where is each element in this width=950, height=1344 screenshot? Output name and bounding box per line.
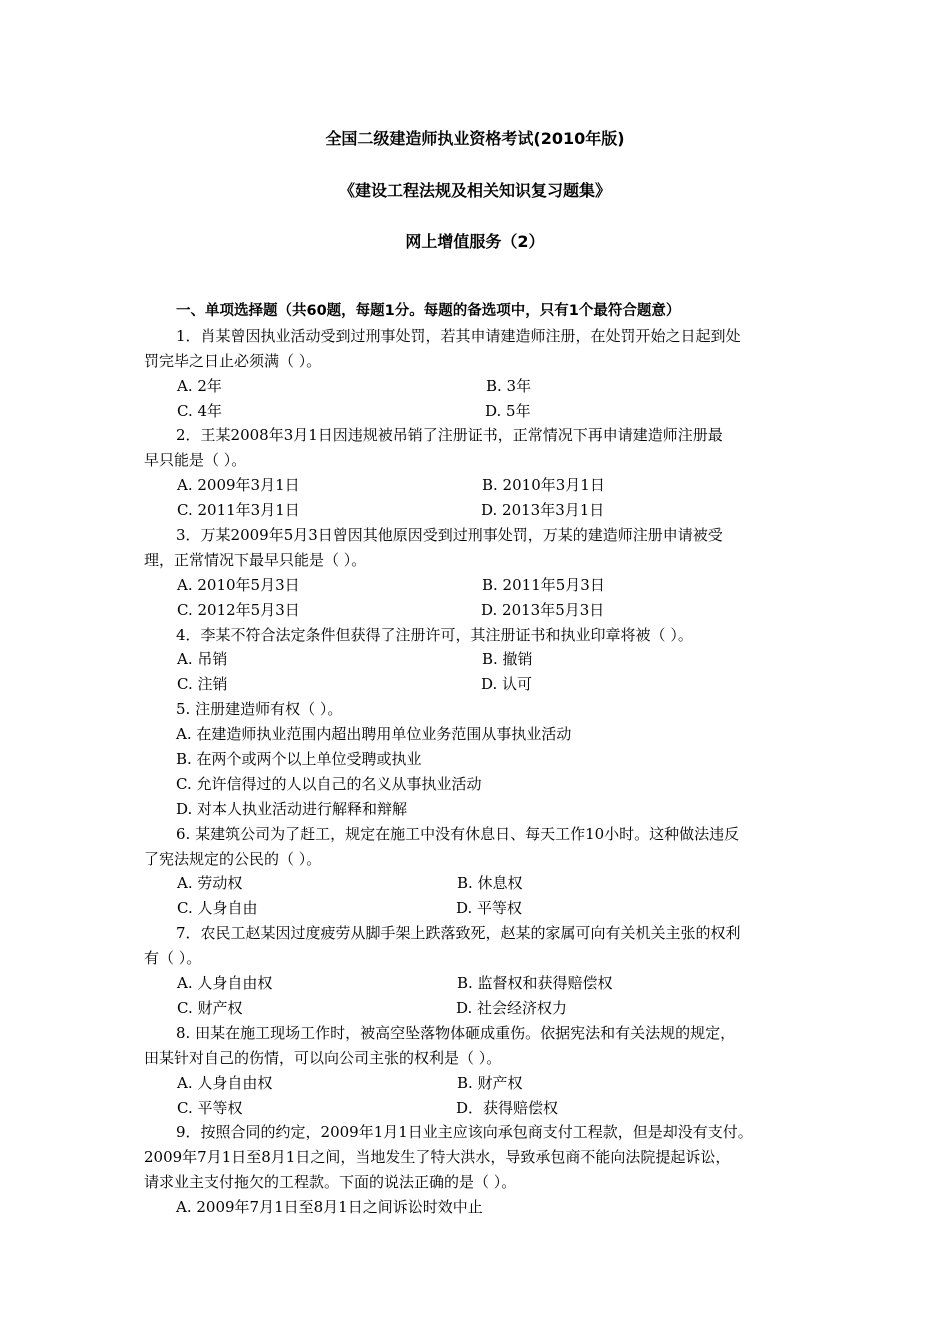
option-row xyxy=(144,896,806,921)
option-a: A. 吊销 xyxy=(177,650,228,669)
option-row xyxy=(144,1096,806,1121)
question-2-text: 2．王某2008年3月1日因违规被吊销了注册证书，正常情况下再申请建造师注册最 xyxy=(176,426,723,445)
question-body xyxy=(144,299,806,1220)
option-b: B. 财产权 xyxy=(457,1073,523,1092)
option-d: D. 对本人执业活动进行解释和辩解 xyxy=(176,799,408,818)
question-8-text: 8. 田某在施工现场工作时，被高空坠落物体砸成重伤。依据宪法和有关法规的规定， xyxy=(176,1023,736,1042)
option-d: D. 2013年3月1日 xyxy=(481,501,605,520)
option-a: A. 人身自由权 xyxy=(177,974,273,993)
question-8-cont: 田某针对自己的伤情，可以向公司主张的权利是（ ）。 xyxy=(144,1048,502,1067)
question-9-text: 9．按照合同的约定，2009年1月1日业主应该向承包商支付工程款，但是却没有支付。 xyxy=(176,1123,753,1142)
option-b: B. 监督权和获得赔偿权 xyxy=(457,974,613,993)
question-1-text: 1．肖某曾因执业活动受到过刑事处罚，若其申请建造师注册，在处罚开始之日起到处 xyxy=(176,326,741,345)
doc-service-title: 网上增值服务（2） xyxy=(405,232,545,251)
option-row xyxy=(144,971,806,996)
option-d: D．获得赔偿权 xyxy=(456,1098,559,1117)
option-c: C. 2011年3月1日 xyxy=(177,501,300,520)
question-3-cont: 理，正常情况下最早只能是（ ）。 xyxy=(144,550,367,569)
option-c: C. 允许信得过的人以自己的名义从事执业活动 xyxy=(176,774,482,793)
question-4-text: 4．李某不符合法定条件但获得了注册许可，其注册证书和执业印章将被（ ）。 xyxy=(176,625,693,644)
doc-title: 全国二级建造师执业资格考试(2010年版) xyxy=(325,129,625,148)
option-row xyxy=(144,598,806,623)
question-6-text: 6. 某建筑公司为了赶工，规定在施工中没有休息日、每天工作10小时。这种做法违反 xyxy=(176,824,740,843)
question-7-text: 7．农民工赵某因过度疲劳从脚手架上跌落致死，赵某的家属可向有关机关主张的权利 xyxy=(176,924,741,943)
option-b: B. 在两个或两个以上单位受聘或执业 xyxy=(176,750,422,769)
option-c: C. 4年 xyxy=(177,401,223,420)
question-3-text: 3．万某2009年5月3日曾因其他原因受到过刑事处罚，万某的建造师注册申请被受 xyxy=(176,526,723,545)
option-row xyxy=(144,573,806,598)
option-row xyxy=(144,498,806,523)
section-heading: 一、单项选择题（共60题，每题1分。每题的备选项中，只有1个最符合题意） xyxy=(176,303,681,319)
option-row xyxy=(144,374,806,399)
option-c: C. 财产权 xyxy=(177,998,243,1017)
option-d: D. 社会经济权力 xyxy=(456,998,568,1017)
option-c: C. 人身自由 xyxy=(177,899,258,918)
option-row xyxy=(144,996,806,1021)
option-d: D. 2013年5月3日 xyxy=(481,600,605,619)
option-b: B. 2011年5月3日 xyxy=(482,575,605,594)
option-d: D. 认可 xyxy=(481,675,533,694)
question-9-cont2: 请求业主支付拖欠的工程款。下面的说法正确的是（ ）。 xyxy=(144,1173,517,1192)
option-row xyxy=(144,473,806,498)
option-d: D. 5年 xyxy=(485,401,531,420)
question-7-cont: 有（ ）。 xyxy=(144,949,202,968)
option-row xyxy=(144,399,806,424)
question-1-cont: 罚完毕之日止必须满（ ）。 xyxy=(144,351,322,370)
option-b: B. 2010年3月1日 xyxy=(482,476,605,495)
option-row xyxy=(144,871,806,896)
option-b: B. 3年 xyxy=(486,376,532,395)
option-a: A. 2年 xyxy=(177,376,222,395)
option-a: A. 劳动权 xyxy=(177,874,243,893)
option-b: B. 休息权 xyxy=(457,874,523,893)
option-row xyxy=(144,1071,806,1096)
option-a: A. 2010年5月3日 xyxy=(177,575,300,594)
option-c: C. 2012年5月3日 xyxy=(177,600,300,619)
option-c: C. 注销 xyxy=(177,675,228,694)
question-6-cont: 了宪法规定的公民的（ ）。 xyxy=(144,849,322,868)
question-9-cont: 2009年7月1日至8月1日之间，当地发生了特大洪水，导致承包商不能向法院提起诉讼， xyxy=(144,1148,731,1167)
option-a: A. 在建造师执业范围内超出聘用单位业务范围从事执业活动 xyxy=(176,725,572,744)
option-a: A. 2009年3月1日 xyxy=(177,476,300,495)
option-row xyxy=(144,647,806,672)
option-row xyxy=(144,672,806,697)
option-d: D. 平等权 xyxy=(456,899,523,918)
option-b: B. 撤销 xyxy=(482,650,533,669)
doc-subtitle: 《建设工程法规及相关知识复习题集》 xyxy=(338,181,611,200)
question-5-text: 5. 注册建造师有权（ ）。 xyxy=(176,700,343,719)
question-2-cont: 早只能是（ ）。 xyxy=(144,451,247,470)
option-a: A. 人身自由权 xyxy=(177,1073,273,1092)
option-a: A. 2009年7月1日至8月1日之间诉讼时效中止 xyxy=(176,1198,483,1217)
option-c: C. 平等权 xyxy=(177,1098,243,1117)
